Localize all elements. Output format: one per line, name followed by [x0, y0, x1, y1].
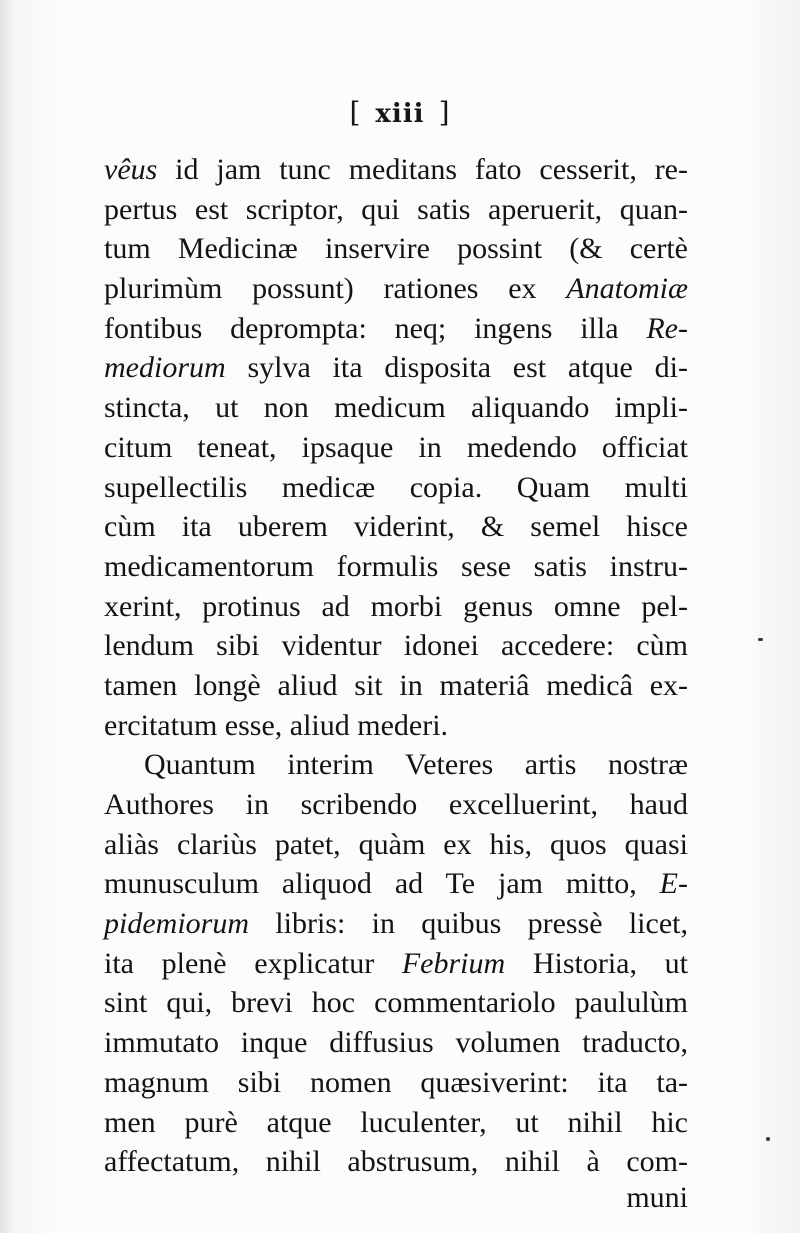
- text-segment: magnum sibi nomen quæsiverint: ita ta-: [104, 1065, 688, 1099]
- text-segment: munusculum aliquod ad Te jam mitto,: [104, 867, 660, 901]
- italic-text: Re-: [646, 311, 688, 345]
- text-line: [104, 150, 688, 190]
- text-line: [104, 825, 688, 865]
- text-segment: Historia, ut: [505, 946, 688, 980]
- text-segment: xerint, protinus ad morbi genus omne pel-: [104, 589, 688, 623]
- text-line: [104, 626, 688, 666]
- folio-close-bracket: ]: [438, 96, 451, 129]
- italic-text: vêus: [104, 153, 158, 186]
- text-segment: citum teneat, ipsaque in medendo officiat: [104, 430, 688, 464]
- text-line: [104, 1103, 688, 1143]
- text-line: [104, 388, 688, 428]
- text-line: [104, 1063, 688, 1103]
- text-segment: affectatum, nihil abstrusum, nihil à com-: [104, 1145, 688, 1179]
- text-segment: medicamentorum formulis sese satis instru-: [104, 549, 688, 583]
- text-segment: lendum sibi videntur idonei accedere: cùm: [104, 629, 688, 663]
- text-segment: immutato inque diffusius volumen traducto,: [104, 1026, 688, 1060]
- text-segment: sint qui, brevi hoc commentariolo paululùm: [104, 986, 688, 1020]
- text-segment: tamen longè aliud sit in materiâ medicâ ex-: [104, 668, 688, 702]
- text-line: [104, 944, 688, 984]
- text-segment: ercitatum esse, aliud mederi.: [104, 708, 449, 742]
- folio-open-bracket: [: [349, 96, 362, 129]
- text-segment: pertus est scriptor, qui satis aperuerit, quan-: [104, 192, 688, 226]
- text-line: [104, 547, 688, 587]
- body-text: [104, 150, 688, 1214]
- text-line: [104, 1023, 688, 1063]
- text-line: [104, 229, 688, 269]
- page-folio: [0, 96, 800, 129]
- text-line: [104, 983, 688, 1023]
- text-line: [104, 785, 688, 825]
- text-segment: plurimùm possunt) rationes ex: [104, 272, 567, 306]
- text-line: [104, 745, 688, 785]
- text-segment: id jam tunc meditans fato cesserit, re-: [157, 153, 688, 186]
- italic-text: pidemiorum: [104, 907, 249, 941]
- text-line: [104, 309, 688, 349]
- text-line: [104, 507, 688, 547]
- text-segment: fontibus deprompta: neq; ingens illa: [104, 311, 647, 345]
- text-line: [104, 904, 688, 944]
- italic-text: Anatomiæ: [566, 272, 688, 306]
- ink-speck: [758, 638, 763, 641]
- text-line: [104, 587, 688, 627]
- text-line: [104, 706, 688, 746]
- text-line: [104, 269, 688, 309]
- text-segment: sylva ita disposita est atque di-: [225, 351, 688, 385]
- text-segment: Authores in scribendo excelluerint, haud: [104, 788, 688, 821]
- text-line: [104, 1142, 688, 1182]
- folio-page-number: xiii: [375, 99, 425, 129]
- text-segment: men purè atque luculenter, ut nihil hic: [104, 1105, 688, 1139]
- text-line: [104, 666, 688, 706]
- text-segment: libris: in quibus pressè licet,: [249, 907, 688, 941]
- text-segment: supellectilis medicæ copia. Quam multi: [104, 470, 688, 504]
- text-segment: stincta, ut non medicum aliquando impli-: [104, 391, 688, 425]
- italic-text: Febrium: [401, 946, 506, 980]
- text-line: [104, 190, 688, 230]
- text-line: [104, 468, 688, 508]
- text-line: [104, 348, 688, 388]
- text-segment: tum Medicinæ inservire possint (& certè: [104, 232, 688, 266]
- ink-speck: [766, 1137, 770, 1141]
- text-line: [104, 428, 688, 468]
- catchword: muni: [626, 1180, 688, 1214]
- italic-text: E-: [659, 867, 688, 901]
- italic-text: mediorum: [104, 351, 226, 385]
- text-segment: Quantum interim Veteres artis nostræ: [144, 748, 688, 782]
- text-segment: cùm ita uberem viderint, & semel hisce: [104, 510, 688, 544]
- text-segment: ita plenè explicatur: [104, 946, 402, 980]
- text-line: [104, 864, 688, 904]
- text-segment: aliàs clariùs patet, quàm ex his, quos quasi: [104, 827, 688, 861]
